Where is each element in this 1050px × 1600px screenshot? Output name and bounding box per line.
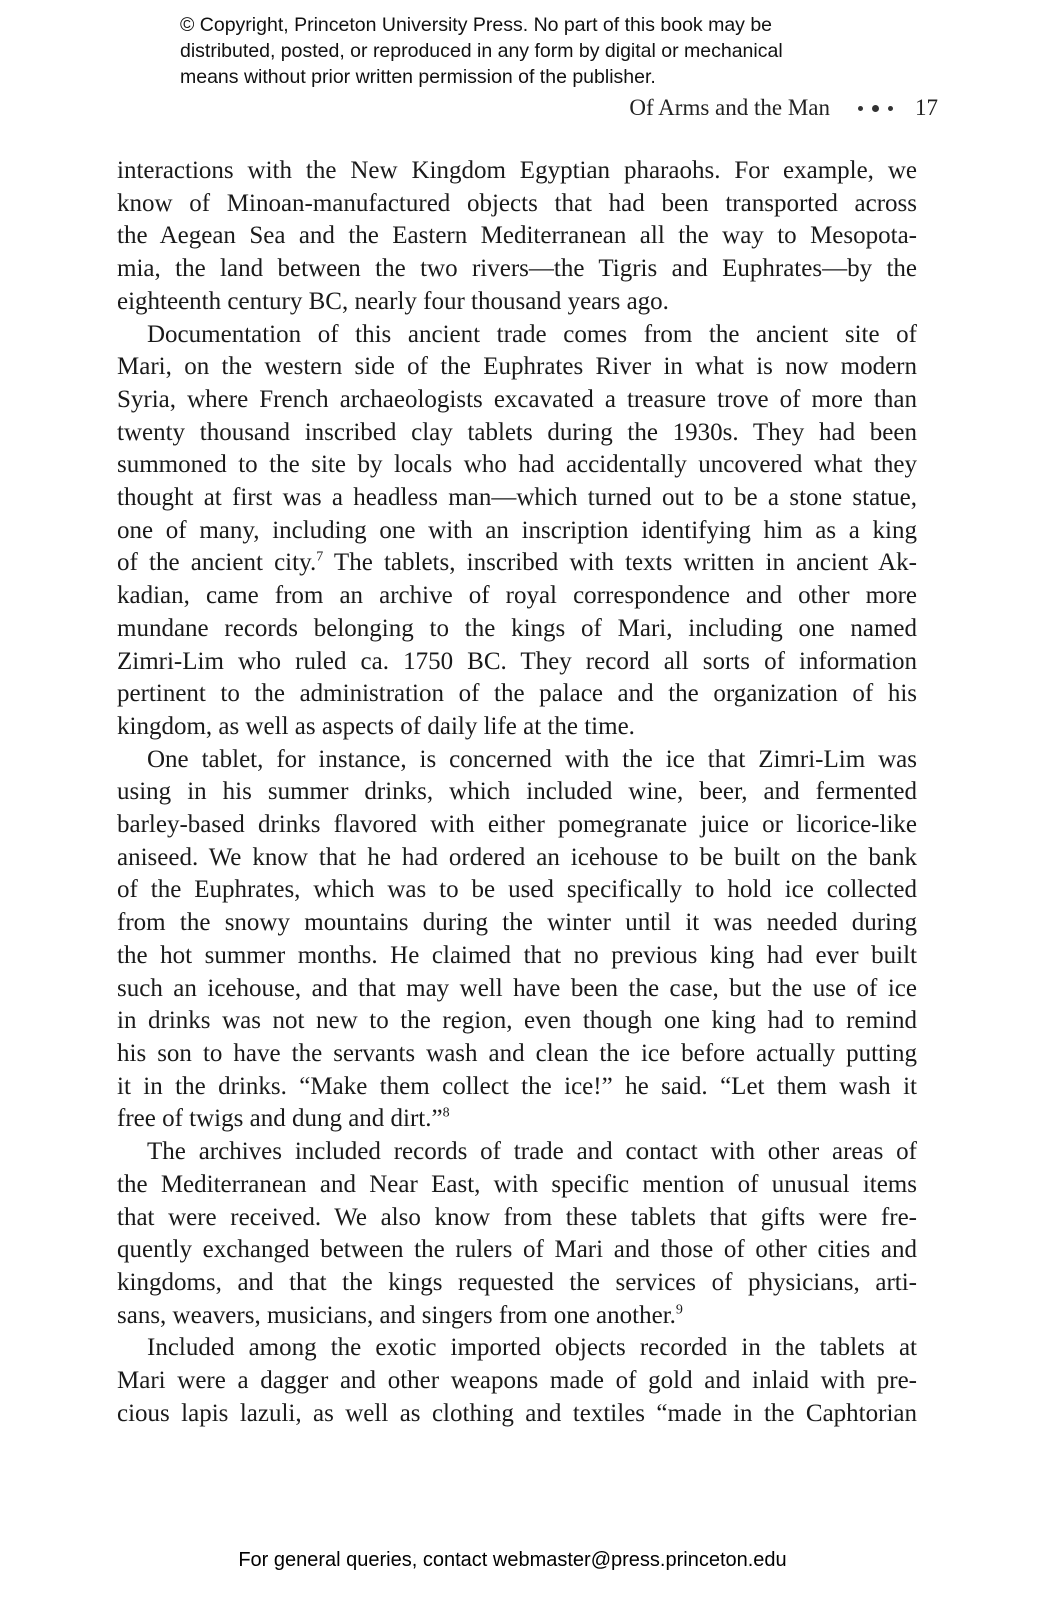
text-line: kingdom, as well as aspects of daily life at the time.	[117, 712, 635, 740]
text-segment: sans, weavers, musicians, and singers from one another.	[117, 1301, 676, 1329]
text-line: in drinks was not new to the region, even though one king had to remind	[117, 1007, 917, 1035]
text-line: Mari, on the western side of the Euphrates River in what is now modern	[117, 353, 917, 381]
text-line: using in his summer drinks, which included wine, beer, and fermented	[117, 778, 917, 806]
paragraph	[117, 155, 917, 319]
paragraph	[117, 1332, 917, 1430]
text-segment: free of twigs and dung and dirt.”	[117, 1105, 443, 1133]
text-line: the hot summer months. He claimed that no previous king had ever built	[117, 941, 917, 969]
footer-contact: For general queries, contact webmaster@press.princeton.edu	[238, 1549, 787, 1571]
text-segment: The tablets, inscribed with texts written in ancient Ak-	[323, 549, 917, 577]
text-line: the Mediterranean and Near East, with specific mention of unusual items	[117, 1170, 917, 1198]
text-line: pertinent to the administration of the palace and the organization of his	[117, 680, 917, 708]
text-line: summoned to the site by locals who had accidentally uncovered what they	[117, 451, 917, 479]
paragraph	[117, 1136, 917, 1332]
copyright-line: © Copyright, Princeton University Press. No part of this book may be	[180, 14, 773, 36]
text-line: The archives included records of trade and contact with other areas of	[147, 1138, 917, 1166]
footnote-ref-9[interactable]: 9	[675, 1302, 683, 1318]
text-line: mundane records belonging to the kings of Mari, including one named	[117, 614, 917, 642]
paragraph	[117, 319, 917, 744]
text-line	[117, 1103, 917, 1136]
text-line: his son to have the servants wash and clean the ice before actually putting	[117, 1039, 917, 1067]
text-line: it in the drinks. “Make them collect the ice!” he said. “Let them wash it	[117, 1072, 917, 1100]
text-line: barley-based drinks flavored with either pomegranate juice or licorice-like	[117, 811, 917, 839]
text-line: Syria, where French archaeologists excavated a treasure trove of more than	[117, 385, 917, 413]
text-line: kadian, came from an archive of royal correspondence and other more	[117, 582, 917, 610]
text-line: interactions with the New Kingdom Egyptian pharaohs. For example, we	[117, 157, 917, 184]
text-line: that were received. We also know from these tablets that gifts were fre-	[117, 1203, 917, 1231]
text-line: Documentation of this ancient trade comes from the ancient site of	[147, 320, 917, 348]
text-line: One tablet, for instance, is concerned with the ice that Zimri-Lim was	[147, 745, 917, 773]
text-line: twenty thousand inscribed clay tablets during the 1930s. They had been	[117, 418, 917, 446]
text-line: quently exchanged between the rulers of Mari and those of other cities and	[117, 1236, 917, 1264]
text-line: the Aegean Sea and the Eastern Mediterranean all the way to Mesopota-	[117, 222, 917, 250]
text-line	[117, 547, 917, 580]
footnote-ref-8[interactable]: 8	[442, 1106, 450, 1122]
text-line	[117, 1300, 917, 1333]
text-line: aniseed. We know that he had ordered an icehouse to be built on the bank	[117, 843, 917, 871]
copyright-line: means without prior written permission of the publisher.	[180, 66, 656, 88]
text-segment: of the ancient city.	[117, 549, 317, 577]
paragraph	[117, 744, 917, 1136]
page-number: 17	[915, 95, 938, 120]
text-line: of the Euphrates, which was to be used specifically to hold ice collected	[117, 876, 917, 904]
text-line: Mari were a dagger and other weapons made of gold and inlaid with pre-	[117, 1367, 917, 1395]
ornament-dots-icon	[858, 105, 893, 112]
text-line: Included among the exotic imported objects recorded in the tablets at	[147, 1334, 917, 1362]
text-line: Zimri-Lim who ruled ca. 1750 BC. They record all sorts of information	[117, 647, 917, 675]
text-line: eighteenth century BC, nearly four thousand years ago.	[117, 287, 669, 315]
copyright-notice	[180, 12, 880, 90]
text-line: know of Minoan-manufactured objects that had been transported across	[117, 189, 917, 217]
text-line: mia, the land between the two rivers—the Tigris and Euphrates—by the	[117, 255, 917, 283]
footnote-ref-7[interactable]: 7	[316, 550, 324, 566]
text-line: from the snowy mountains during the winter until it was needed during	[117, 909, 917, 937]
body-text	[117, 155, 917, 1430]
copyright-line: distributed, posted, or reproduced in any form by digital or mechanical	[180, 40, 783, 62]
chapter-title: Of Arms and the Man	[629, 95, 830, 120]
text-line: thought at first was a headless man—which turned out to be a stone statue,	[117, 484, 917, 512]
running-head	[629, 94, 938, 122]
text-line: one of many, including one with an inscription identifying him as a king	[117, 516, 917, 544]
text-line: kingdoms, and that the kings requested the services of physicians, arti-	[117, 1268, 917, 1296]
text-line: such an icehouse, and that may well have been the case, but the use of ice	[117, 974, 917, 1002]
text-line: cious lapis lazuli, as well as clothing and textiles “made in the Caphtorian	[117, 1399, 917, 1427]
